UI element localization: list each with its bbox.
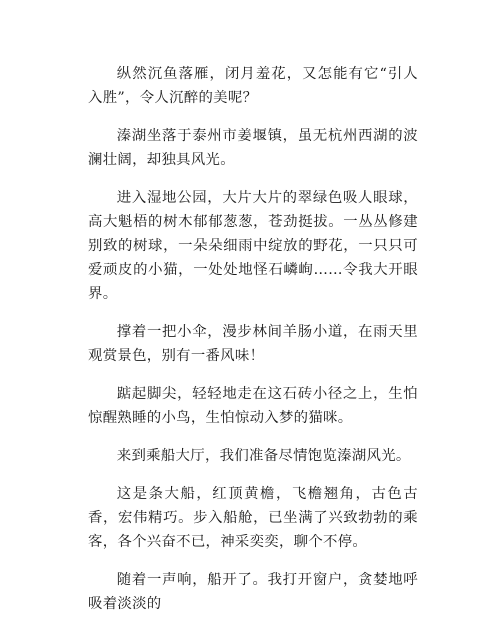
paragraph-1: 纵然沉鱼落雁，闭月羞花，又怎能有它“引人入胜”，令人沉醉的美呢？ — [88, 66, 418, 106]
paragraph-6: 来到乘船大厅，我们准备尽情饱览溱湖风光。 — [116, 448, 411, 464]
document-body — [88, 62, 418, 630]
paragraph-3: 进入湿地公园，大片大片的翠绿色吸人眼球，高大魁梧的树木郁郁葱葱，苍劲挺拔。一丛丛修建别致的树球，一朵朵细雨中绽放的野花，一只只可爱顽皮的小猫，一处处地怪石嶙峋……令我大开眼界。 — [88, 190, 418, 302]
paragraph-8: 随着一声响，船开了。我打开窗户，贪婪地呼吸着淡淡的 — [88, 572, 418, 612]
paragraph-5: 踮起脚尖，轻轻地走在这石砖小径之上，生怕惊醒熟睡的小鸟，生怕惊动入梦的猫咪。 — [88, 386, 418, 426]
paragraph-4: 撑着一把小伞，漫步林间羊肠小道，在雨天里观赏景色，别有一番风味！ — [88, 324, 418, 364]
paragraph-2: 溱湖坐落于泰州市姜堰镇，虽无杭州西湖的波澜壮阔，却独具风光。 — [88, 128, 418, 168]
paragraph-7: 这是条大船，红顶黄檐，飞檐翘角，古色古香，宏伟精巧。步入船舱，已坐满了兴致勃勃的乘客，各个兴奋不已，神采奕奕，聊个不停。 — [88, 486, 418, 550]
